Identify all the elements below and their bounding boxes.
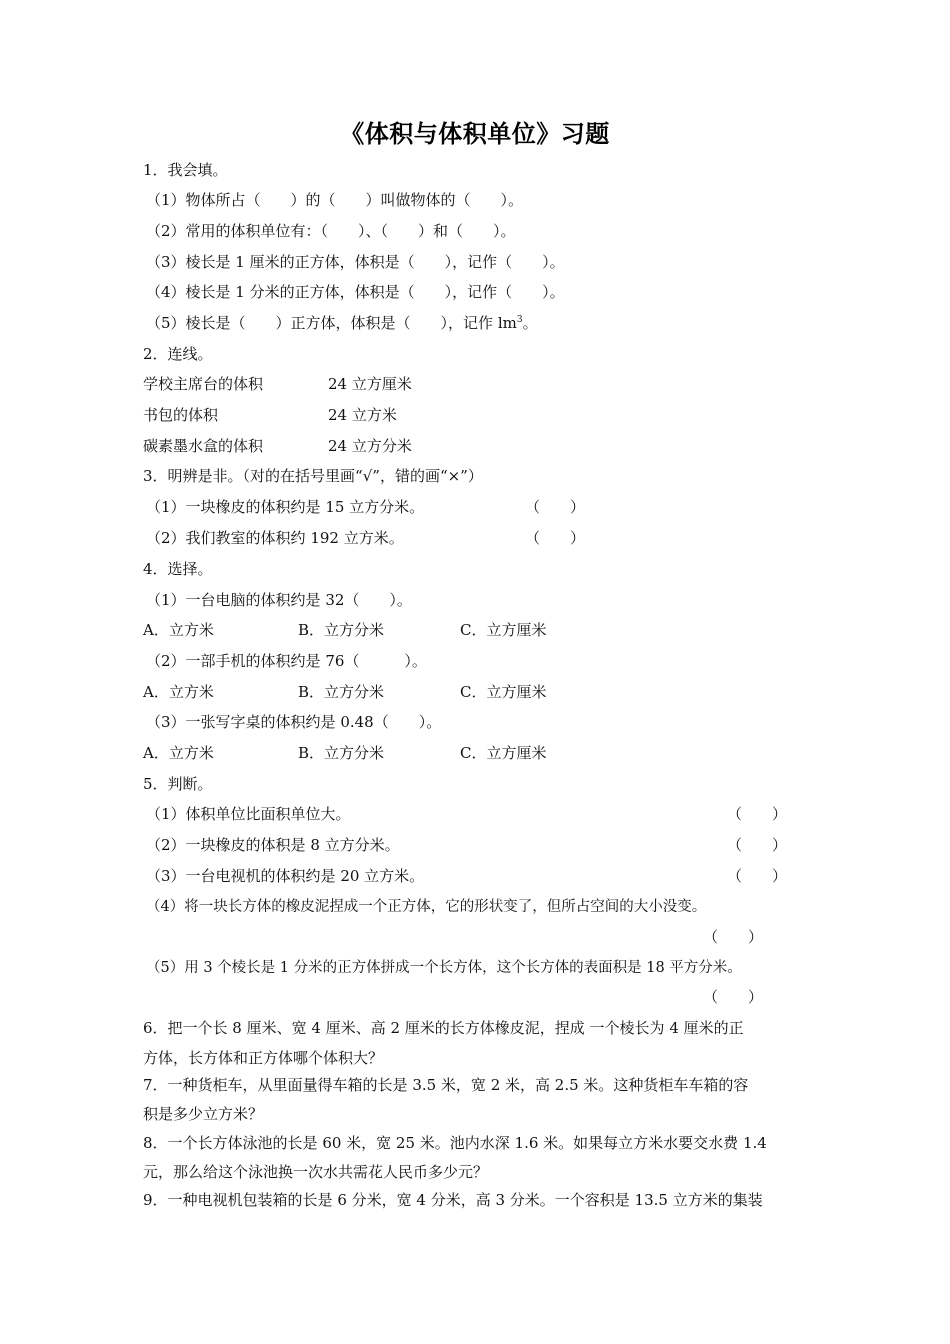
q4-item-2-option-c: C．立方厘米 [460, 683, 547, 701]
q4-item-2-option-b: B．立方分米 [298, 683, 385, 701]
q5-item-3: （3）一台电视机的体积约是 20 立方米。 [146, 867, 425, 885]
q2-right-1: 24 立方厘米 [328, 375, 412, 393]
q7-line-1: 7．一种货柜车，从里面量得车箱的长是 3.5 米，宽 2 米，高 2.5 米。这种货柜车车箱的容 [143, 1076, 749, 1094]
q5-item-5: （5）用 3 个棱长是 1 分米的正方体拼成一个长方体，这个长方体的表面积是 18 平方分米。 [146, 960, 742, 976]
q2-right-2: 24 立方米 [328, 406, 397, 424]
q1-item-1: （1）物体所占（ ）的（ ）叫做物体的（ ）。 [146, 191, 524, 209]
q4-item-1: （1）一台电脑的体积约是 32（ ）。 [146, 591, 412, 609]
q2-left-3: 碳素墨水盒的体积 [143, 437, 264, 455]
q7-line-2: 积是多少立方米？ [143, 1105, 264, 1123]
q3-item-1: （1）一块橡皮的体积约是 15 立方分米。 [146, 498, 425, 516]
q4-item-1-option-b: B．立方分米 [298, 621, 385, 639]
q4-item-3-option-c: C．立方厘米 [460, 744, 547, 762]
q2-heading: 2．连线。 [143, 345, 213, 363]
q6-line-2: 方体，长方体和正方体哪个体积大？ [143, 1049, 384, 1067]
q4-item-1-option-a: A．立方米 [143, 621, 214, 639]
q5-item-4: （4）将一块长方体的橡皮泥捏成一个正方体，它的形状变了，但所占空间的大小没变。 [146, 899, 707, 915]
q5-heading: 5．判断。 [143, 775, 213, 793]
q3-item-2: （2）我们教室的体积约 192 立方米。 [146, 529, 404, 547]
q1-item-5-superscript: 3 [516, 315, 523, 325]
q1-item-5 [146, 313, 538, 333]
q5-item-2: （2）一块橡皮的体积是 8 立方分米。 [146, 836, 400, 854]
q1-item-5-text: （5）棱长是（ ）正方体，体积是（ ），记作 lm [146, 314, 517, 332]
q1-item-5-end: 。 [522, 314, 538, 332]
q8-line-2: 元，那么给这个泳池换一次水共需花人民币多少元？ [143, 1163, 489, 1181]
q3-answer-blank-2[interactable]: （ ） [525, 529, 586, 547]
q9-line-1: 9．一种电视机包装箱的长是 6 分米，宽 4 分米，高 3 分米。一个容积是 13.5 立方米的集装 [143, 1191, 763, 1209]
q1-heading: 1．我会填。 [143, 161, 228, 179]
q4-item-1-option-c: C．立方厘米 [460, 621, 547, 639]
q5-answer-blank-2[interactable]: （ ） [727, 836, 788, 854]
q6-line-1: 6．把一个长 8 厘米、宽 4 厘米、高 2 厘米的长方体橡皮泥，捏成 一个棱长为 4 厘米的正 [143, 1019, 744, 1037]
q4-item-3: （3）一张写字桌的体积约是 0.48（ ）。 [146, 713, 442, 731]
q3-heading: 3．明辨是非。（对的在括号里画“√”，错的画“×”） [143, 467, 483, 485]
q5-answer-blank-1[interactable]: （ ） [727, 805, 788, 823]
q3-answer-blank-1[interactable]: （ ） [525, 498, 586, 516]
q5-answer-blank-5[interactable]: （ ） [703, 988, 764, 1006]
q5-answer-blank-4[interactable]: （ ） [703, 928, 764, 946]
q8-line-1: 8．一个长方体泳池的长是 60 米，宽 25 米。池内水深 1.6 米。如果每立方米水要交水费 1.4 [143, 1134, 767, 1152]
q1-item-2: （2）常用的体积单位有：（ ）、（ ）和（ ）。 [146, 222, 516, 240]
q4-item-3-option-b: B．立方分米 [298, 744, 385, 762]
q2-right-3: 24 立方分米 [328, 437, 412, 455]
q5-item-1: （1）体积单位比面积单位大。 [146, 805, 351, 823]
q1-item-3: （3）棱长是 1 厘米的正方体，体积是（ ），记作（ ）。 [146, 253, 565, 271]
q1-item-4: （4）棱长是 1 分米的正方体，体积是（ ），记作（ ）。 [146, 283, 565, 301]
page-title: 《体积与体积单位》习题 [340, 120, 610, 148]
q4-item-3-option-a: A．立方米 [143, 744, 214, 762]
q4-item-2-option-a: A．立方米 [143, 683, 214, 701]
q5-answer-blank-3[interactable]: （ ） [727, 867, 788, 885]
q4-item-2: （2）一部手机的体积约是 76（ ）。 [146, 652, 427, 670]
q2-left-2: 书包的体积 [143, 406, 219, 424]
q4-heading: 4．选择。 [143, 560, 213, 578]
q2-left-1: 学校主席台的体积 [143, 375, 264, 393]
